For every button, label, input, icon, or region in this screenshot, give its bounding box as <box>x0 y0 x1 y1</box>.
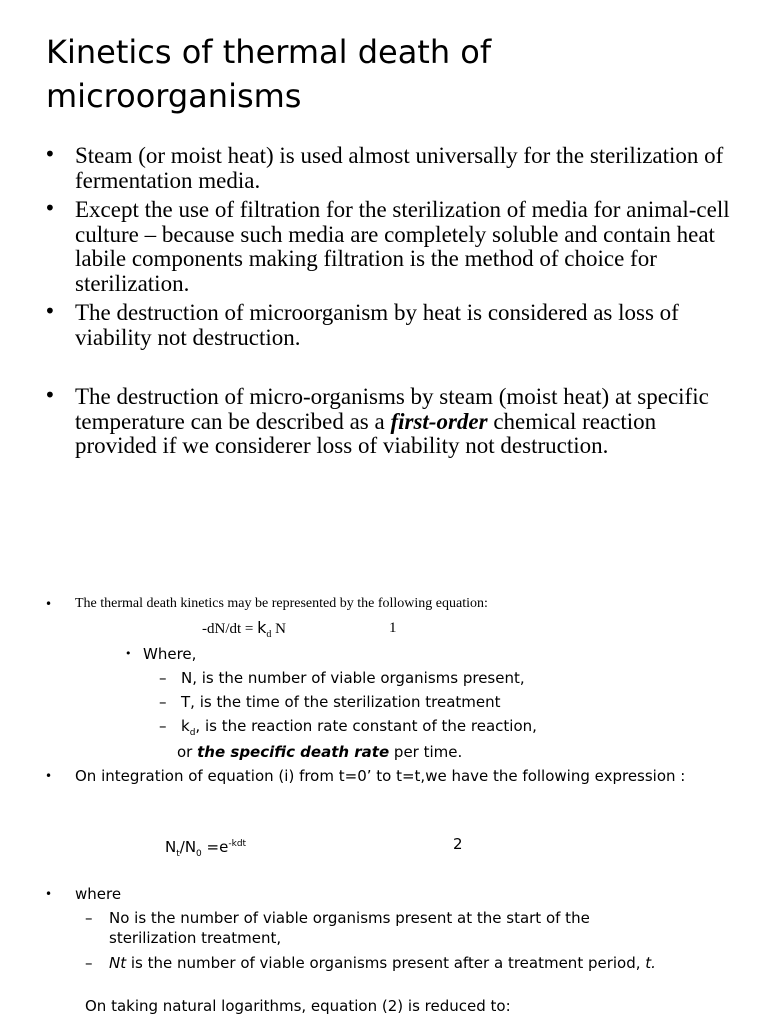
equation-2-number: 2 <box>453 835 463 853</box>
specific-death-rate-term: the specific death rate <box>197 743 390 761</box>
bullet-first-order-text-a: The destruction of micro-organisms by steam (moist heat) at specific temperature can be described as a <box>75 384 709 434</box>
equation-1-lhs: -dN/dt = <box>202 621 258 637</box>
definition-nt <box>109 953 724 973</box>
equation-2-exponent: -kdt <box>228 839 247 849</box>
equation-2-slash-n: /N <box>179 838 197 856</box>
where2-label: • where <box>75 884 121 904</box>
equation-1-k: k <box>257 618 267 637</box>
equation-1-rhs: N <box>271 621 286 637</box>
nt-word: Nt <box>109 954 127 972</box>
page-title: Kinetics of thermal death of microorganisms <box>46 33 492 115</box>
where-label: • Where, <box>143 644 196 664</box>
specific-death-rate-line <box>177 742 462 762</box>
t-word: t. <box>645 954 656 972</box>
definition-kd-sub: d <box>189 728 196 738</box>
equation-1-k-sub: d <box>266 629 272 640</box>
equation-2-0-sub: 0 <box>196 849 202 859</box>
bullet-first-order-text-b: chemical reaction provided if we considerer loss of viability not destruction. <box>75 408 657 458</box>
equation-2-eq: =e <box>201 838 229 856</box>
equation-2 <box>165 834 246 864</box>
equation-1 <box>202 618 286 645</box>
bullet-steam: • Steam (or moist heat) is used almost universally for the sterilization of fermentation media. <box>75 144 735 193</box>
definition-t: – T, is the time of the sterilization treatment <box>181 692 501 712</box>
per-time-text: per time. <box>389 743 463 761</box>
equation-2-n: N <box>165 838 177 856</box>
definition-n: – N, is the number of viable organisms present, <box>181 668 525 688</box>
definition-nt-text: is the number of viable organisms present after a treatment period, <box>126 954 646 972</box>
bullet-first-order <box>75 385 735 459</box>
definition-no: – No is the number of viable organisms present at the start of the sterilization treatment, <box>109 908 669 948</box>
or-word: or <box>177 743 193 761</box>
kinetics-intro: • The thermal death kinetics may be represented by the following equation: <box>75 595 488 613</box>
definition-kd <box>181 716 537 743</box>
definition-kd-text: , is the reaction rate constant of the reaction, <box>195 717 537 735</box>
final-text: On taking natural logarithms, equation (2) is reduced to: <box>85 997 511 1015</box>
bullet-filtration: • Except the use of filtration for the sterilization of media for animal-cell culture – because such media are completely soluble and contain heat labile components making filtration is the method of choice for sterilization. <box>75 198 735 296</box>
first-order-emphasis: first-order <box>390 408 488 434</box>
bullet-destruction-viability: • The destruction of microorganism by heat is considered as loss of viability not destruction. <box>75 301 735 350</box>
definition-kd-k: k <box>181 717 190 735</box>
equation-1-number: 1 <box>389 620 397 636</box>
equation-2-t-sub: t <box>176 849 180 859</box>
integration-text: • On integration of equation (i) from t=0’ to t=t,we have the following expression : <box>75 766 735 786</box>
